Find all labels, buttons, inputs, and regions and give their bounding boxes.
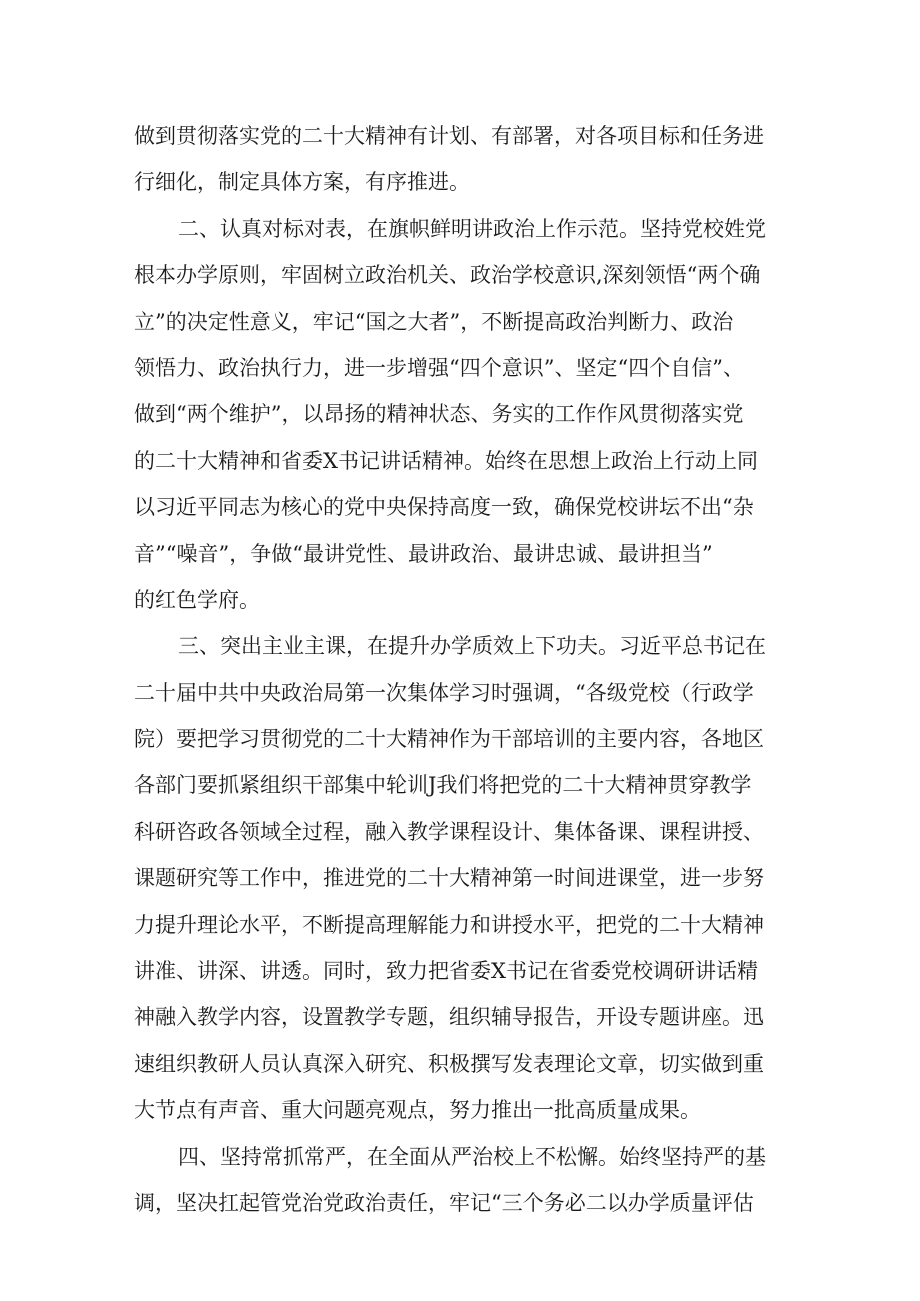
text-line: 立”的决定性意义，牢记“国之大者”，不断提高政治判断力、政治 <box>134 309 734 334</box>
text-line: 速组织教研人员认真深入研究、积极撰写发表理论文章，切实做到重 <box>134 1051 764 1076</box>
text-line: 大节点有声音、重大问题亮观点，努力推出一批高质量成果。 <box>134 1098 701 1123</box>
text-line: 科研咨政各领域全过程，融入教学课程设计、集体备课、课程讲授、 <box>134 819 764 844</box>
text-line: 以习近平同志为核心的党中央保持高度一致，确保党校讲坛不出“杂 <box>134 495 754 520</box>
body-text <box>134 113 794 1226</box>
text-line: 讲准、讲深、讲透。同时，致力把省委X书记在省委党校调研讲话精 <box>134 959 758 984</box>
text-line: 行细化，制定具体方案，有序推进。 <box>134 170 470 195</box>
text-line: 领悟力、政治执行力，进一步增强“四个意识”、坚定“四个自信”、 <box>134 355 744 380</box>
text-line: 根本办学原则，牢固树立政治机关、政治学校意识,深刻领悟“两个确 <box>134 263 761 288</box>
text-line: 调，坚决扛起管党治党政治责任，牢记“三个务必二以办学质量评估 <box>134 1190 754 1215</box>
paragraph-first-line: 三、突出主业主课，在提升办学质效上下功夫。习近平总书记在 <box>178 634 766 659</box>
text-line: 力提升理论水平，不断提高理解能力和讲授水平，把党的二十大精神 <box>134 912 764 937</box>
text-line: 的二十大精神和省委X书记讲话精神。始终在思想上政治上行动上同 <box>134 448 758 473</box>
text-line: 做到“两个维护”，以昂扬的精神状态、务实的工作作风贯彻落实党 <box>134 402 744 427</box>
text-line: 院）要把学习贯彻党的二十大精神作为干部培训的主要内容，各地区 <box>134 727 764 752</box>
paragraph-first-line: 二、认真对标对表，在旗帜鲜明讲政治上作示范。坚持党校姓党 <box>178 216 766 241</box>
text-line: 各部门要抓紧组织干部集中轮训J我们将把党的二十大精神贯穿教学 <box>134 773 752 798</box>
text-line: 的红色学府。 <box>134 587 260 612</box>
text-line: 课题研究等工作中，推进党的二十大精神第一时间进课堂，进一步努 <box>134 866 764 891</box>
text-line: 二十届中共中央政治局第一次集体学习时强调，“各级党校（行政学 <box>134 680 754 705</box>
paragraph-first-line: 四、坚持常抓常严，在全面从严治校上不松懈。始终坚持严的基 <box>178 1144 766 1169</box>
text-line: 音”“噪音”，争做“最讲党性、最讲政治、最讲忠诚、最讲担当” <box>134 541 713 566</box>
text-line: 做到贯彻落实党的二十大精神有计划、有部署，对各项目标和任务进 <box>134 124 764 148</box>
text-line: 神融入教学内容，设置教学专题，组织辅导报告，开设专题讲座。迅 <box>134 1005 764 1030</box>
